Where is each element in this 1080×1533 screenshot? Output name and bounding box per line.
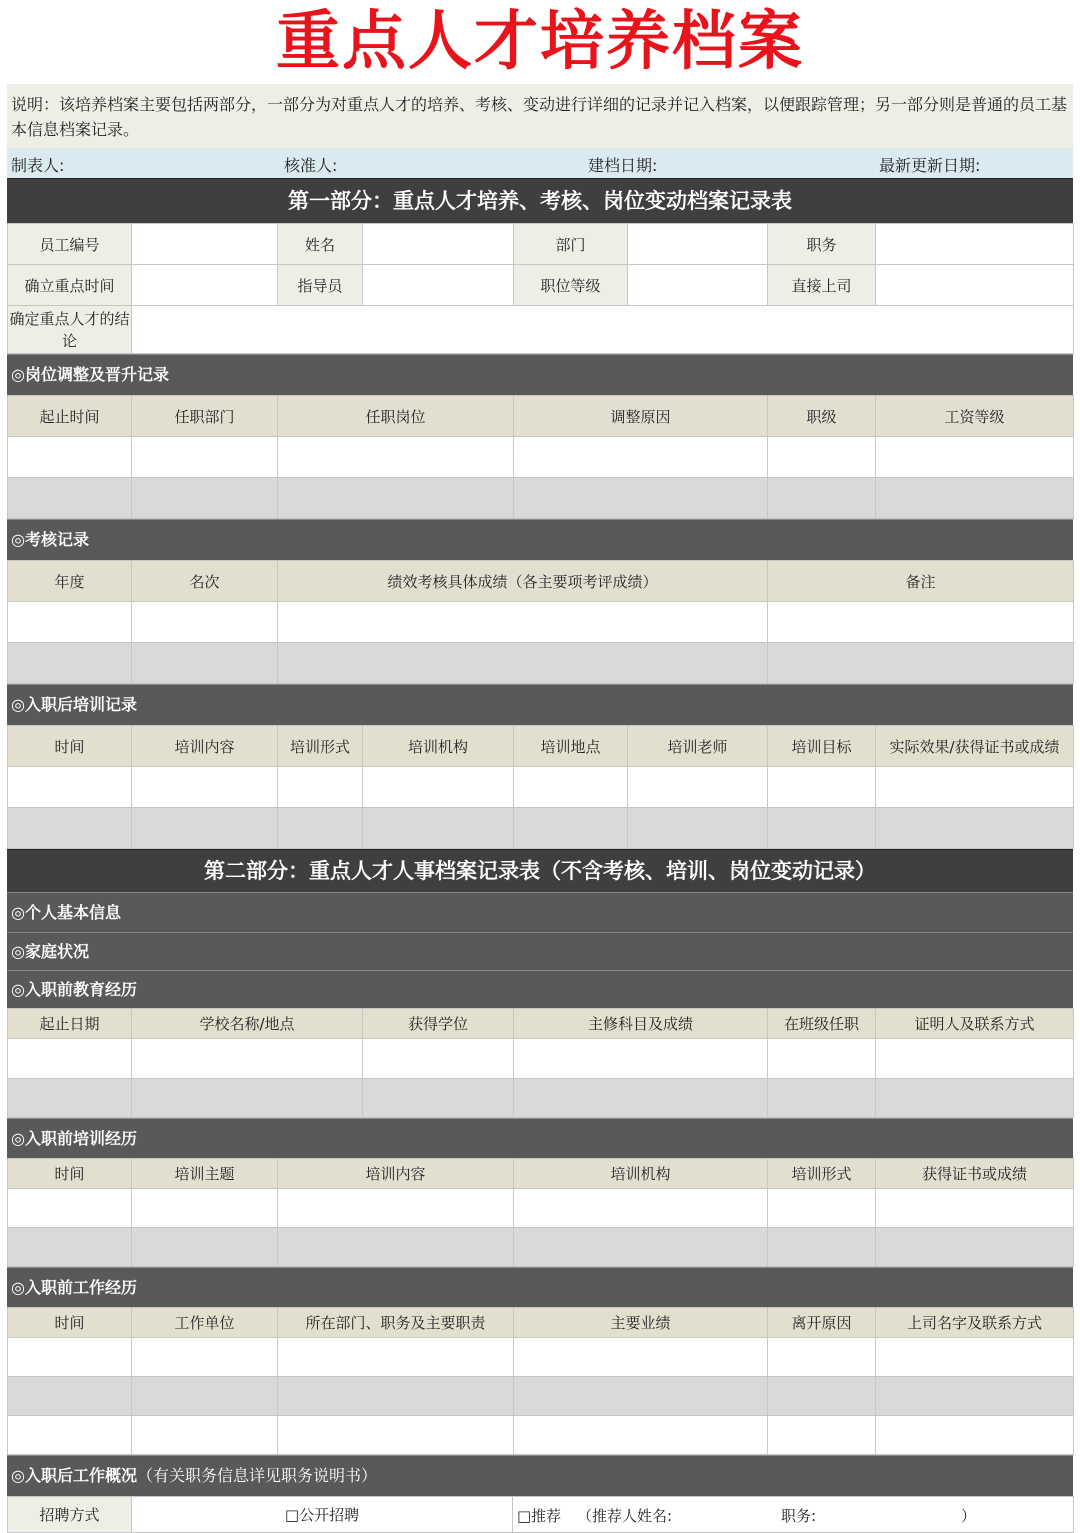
table-cell[interactable] — [514, 808, 628, 849]
table-cell[interactable] — [768, 1228, 876, 1267]
conclusion-cell[interactable] — [132, 306, 1074, 354]
table-cell[interactable] — [876, 437, 1074, 478]
column-header: 在班级任职 — [768, 1009, 876, 1039]
table-cell[interactable] — [768, 808, 876, 849]
column-header: 起止时间 — [8, 396, 132, 437]
table-cell[interactable] — [876, 1377, 1074, 1416]
column-header: 上司名字及联系方式 — [876, 1308, 1074, 1338]
table-row — [8, 1189, 1074, 1228]
name-label: 姓名 — [278, 224, 363, 265]
table-cell[interactable] — [514, 437, 768, 478]
table-cell[interactable] — [132, 767, 278, 808]
table-cell[interactable] — [768, 1377, 876, 1416]
conclusion-label: 确定重点人才的结论 — [8, 306, 132, 354]
name-cell[interactable] — [363, 224, 514, 265]
table-cell[interactable] — [514, 1228, 768, 1267]
table-cell[interactable] — [278, 1416, 514, 1455]
column-header: 备注 — [768, 561, 1074, 602]
table-cell[interactable] — [628, 767, 768, 808]
column-header: 任职部门 — [132, 396, 278, 437]
table-cell[interactable] — [8, 1079, 132, 1118]
part2-title: 第二部分：重点人才人事档案记录表（不含考核、培训、岗位变动记录） — [7, 849, 1073, 892]
table-row — [8, 1338, 1074, 1377]
employee-id-cell[interactable] — [132, 224, 278, 265]
table-cell[interactable] — [514, 1338, 768, 1377]
table-cell[interactable] — [132, 1228, 278, 1267]
department-cell[interactable] — [628, 224, 768, 265]
table-cell[interactable] — [278, 478, 514, 519]
table-cell[interactable] — [278, 808, 363, 849]
column-header: 培训老师 — [628, 726, 768, 767]
table-cell[interactable] — [768, 1079, 876, 1118]
table-cell[interactable] — [514, 1416, 768, 1455]
column-header: 工资等级 — [876, 396, 1074, 437]
column-header: 职级 — [768, 396, 876, 437]
table-cell[interactable] — [876, 1189, 1074, 1228]
recruit-label: 招聘方式 — [8, 1497, 132, 1533]
table-cell[interactable] — [514, 1039, 768, 1079]
table-cell[interactable] — [8, 767, 132, 808]
mentor-label: 指导员 — [278, 265, 363, 306]
table-row — [8, 1228, 1074, 1267]
table-cell[interactable] — [768, 478, 876, 519]
column-header: 学校名称/地点 — [132, 1009, 363, 1039]
approver-label: 核准人: — [284, 156, 338, 175]
table-cell[interactable] — [8, 437, 132, 478]
archive-sheet — [7, 84, 1073, 1533]
table-cell[interactable] — [876, 1416, 1074, 1455]
table-cell[interactable] — [132, 1079, 363, 1118]
table-cell[interactable] — [768, 1338, 876, 1377]
column-header: 证明人及联系方式 — [876, 1009, 1074, 1039]
table-cell[interactable] — [876, 1039, 1074, 1079]
table-row — [8, 478, 1074, 519]
assess-section-title: ◎考核记录 — [7, 519, 1073, 560]
table-cell[interactable] — [8, 808, 132, 849]
column-header: 主要业绩 — [514, 1308, 768, 1338]
table-cell[interactable] — [768, 437, 876, 478]
column-header: 获得学位 — [363, 1009, 514, 1039]
table-cell[interactable] — [132, 602, 278, 643]
table-cell[interactable] — [768, 1189, 876, 1228]
description-note: 说明：该培养档案主要包括两部分，一部分为对重点人才的培养、考核、变动进行详细的记录并记入档案，以便跟踪管理；另一部分则是普通的员工基本信息档案记录。 — [7, 84, 1073, 148]
table-cell[interactable] — [514, 767, 628, 808]
key-time-label: 确立重点时间 — [8, 265, 132, 306]
column-header: 所在部门、职务及主要职责 — [278, 1308, 514, 1338]
table-cell[interactable] — [8, 478, 132, 519]
recommend-option[interactable]: □推荐 — [517, 1507, 562, 1525]
position-label: 职务 — [768, 224, 876, 265]
table-cell[interactable] — [768, 602, 1074, 643]
column-header: 培训内容 — [132, 726, 278, 767]
updated-date-label: 最新更新日期: — [879, 156, 981, 175]
table-cell[interactable] — [8, 602, 132, 643]
table-cell[interactable] — [8, 1338, 132, 1377]
work-section-title: ◎入职前工作经历 — [7, 1267, 1073, 1307]
table-cell[interactable] — [132, 808, 278, 849]
grade-label: 职位等级 — [514, 265, 628, 306]
column-header: 离开原因 — [768, 1308, 876, 1338]
part1-title: 第一部分：重点人才培养、考核、岗位变动档案记录表 — [7, 178, 1073, 223]
table-row — [8, 602, 1074, 643]
table-cell[interactable] — [8, 1377, 132, 1416]
table-cell[interactable] — [278, 643, 768, 684]
table-cell[interactable] — [278, 1338, 514, 1377]
column-header: 实际效果/获得证书或成绩 — [876, 726, 1074, 767]
table-row — [8, 437, 1074, 478]
table-cell[interactable] — [514, 1189, 768, 1228]
table-cell[interactable] — [363, 767, 514, 808]
column-header: 起止日期 — [8, 1009, 132, 1039]
table-cell[interactable] — [132, 643, 278, 684]
adjust-table — [7, 395, 1074, 519]
table-cell[interactable] — [768, 1039, 876, 1079]
position-cell[interactable] — [876, 224, 1074, 265]
table-cell[interactable] — [278, 1377, 514, 1416]
table-cell[interactable] — [363, 808, 514, 849]
after-section-subtitle: （有关职务信息详见职务说明书） — [136, 1466, 377, 1485]
pre-training-table — [7, 1158, 1074, 1267]
table-cell[interactable] — [278, 602, 768, 643]
page-title: 重点人才培养档案 — [276, 5, 804, 79]
column-header: 培训形式 — [768, 1159, 876, 1189]
table-cell[interactable] — [514, 478, 768, 519]
table-cell[interactable] — [132, 1338, 278, 1377]
column-header: 工作单位 — [132, 1308, 278, 1338]
table-cell[interactable] — [132, 1039, 363, 1079]
maker-label: 制表人: — [11, 156, 65, 175]
table-cell[interactable] — [768, 1416, 876, 1455]
table-cell[interactable] — [768, 643, 1074, 684]
table-cell[interactable] — [628, 808, 768, 849]
table-cell[interactable] — [876, 767, 1074, 808]
table-cell[interactable] — [514, 1079, 768, 1118]
table-cell[interactable] — [363, 1079, 514, 1118]
column-header: 获得证书或成绩 — [876, 1159, 1074, 1189]
table-row — [8, 1377, 1074, 1416]
table-cell[interactable] — [278, 1228, 514, 1267]
table-cell[interactable] — [876, 1079, 1074, 1118]
table-cell[interactable] — [132, 1416, 278, 1455]
post-label: 职务: — [781, 1507, 817, 1525]
training-table — [7, 725, 1074, 849]
column-header: 任职岗位 — [278, 396, 514, 437]
table-cell[interactable] — [8, 1189, 132, 1228]
column-header: 培训主题 — [132, 1159, 278, 1189]
table-cell[interactable] — [876, 808, 1074, 849]
close-paren: ） — [961, 1507, 977, 1525]
table-cell[interactable] — [278, 437, 514, 478]
table-cell[interactable] — [876, 478, 1074, 519]
column-header: 时间 — [8, 1308, 132, 1338]
department-label: 部门 — [514, 224, 628, 265]
column-header: 时间 — [8, 1159, 132, 1189]
table-cell[interactable] — [876, 1228, 1074, 1267]
table-row — [8, 808, 1074, 849]
supervisor-label: 直接上司 — [768, 265, 876, 306]
grade-cell[interactable] — [628, 265, 768, 306]
column-header: 年度 — [8, 561, 132, 602]
recommend-cell — [513, 1497, 1074, 1533]
key-time-cell[interactable] — [132, 265, 278, 306]
column-header: 主修科目及成绩 — [514, 1009, 768, 1039]
table-cell[interactable] — [514, 1377, 768, 1416]
public-recruit-option[interactable]: □公开招聘 — [132, 1497, 513, 1533]
education-table — [7, 1008, 1074, 1118]
column-header: 绩效考核具体成绩（各主要项考评成绩） — [278, 561, 768, 602]
family-section-title: ◎家庭状况 — [7, 932, 1073, 970]
pre-training-section-title: ◎入职前培训经历 — [7, 1118, 1073, 1158]
table-cell[interactable] — [132, 1189, 278, 1228]
column-header: 培训内容 — [278, 1159, 514, 1189]
after-section-title — [7, 1455, 1073, 1496]
column-header: 培训目标 — [768, 726, 876, 767]
table-row — [8, 1416, 1074, 1455]
basic-info-section-title: ◎个人基本信息 — [7, 892, 1073, 932]
education-section-title: ◎入职前教育经历 — [7, 970, 1073, 1008]
supervisor-cell[interactable] — [876, 265, 1074, 306]
table-cell[interactable] — [363, 1039, 514, 1079]
column-header: 培训地点 — [514, 726, 628, 767]
table-cell[interactable] — [8, 1416, 132, 1455]
employee-id-label: 员工编号 — [8, 224, 132, 265]
column-header: 培训形式 — [278, 726, 363, 767]
table-row — [8, 643, 1074, 684]
column-header: 培训机构 — [514, 1159, 768, 1189]
table-cell[interactable] — [278, 1189, 514, 1228]
assess-table — [7, 560, 1074, 684]
table-cell[interactable] — [132, 437, 278, 478]
recruit-table — [7, 1496, 1074, 1533]
column-header: 调整原因 — [514, 396, 768, 437]
training-section-title: ◎入职后培训记录 — [7, 684, 1073, 725]
part1-info-table — [7, 223, 1074, 354]
table-cell[interactable] — [768, 767, 876, 808]
work-table — [7, 1307, 1074, 1455]
after-section-label: ◎入职后工作概况 — [11, 1466, 137, 1485]
table-row — [8, 767, 1074, 808]
table-cell[interactable] — [8, 1039, 132, 1079]
table-cell[interactable] — [8, 1228, 132, 1267]
meta-row — [7, 148, 1073, 178]
table-cell[interactable] — [278, 767, 363, 808]
table-cell[interactable] — [8, 643, 132, 684]
mentor-cell[interactable] — [363, 265, 514, 306]
table-cell[interactable] — [876, 1338, 1074, 1377]
adjust-section-title: ◎岗位调整及晋升记录 — [7, 354, 1073, 395]
table-cell[interactable] — [132, 478, 278, 519]
table-cell[interactable] — [132, 1377, 278, 1416]
table-row — [8, 1039, 1074, 1079]
column-header: 名次 — [132, 561, 278, 602]
column-header: 时间 — [8, 726, 132, 767]
created-date-label: 建档日期: — [588, 156, 658, 175]
table-row — [8, 1079, 1074, 1118]
column-header: 培训机构 — [363, 726, 514, 767]
referrer-label: （推荐人姓名: — [577, 1507, 673, 1525]
